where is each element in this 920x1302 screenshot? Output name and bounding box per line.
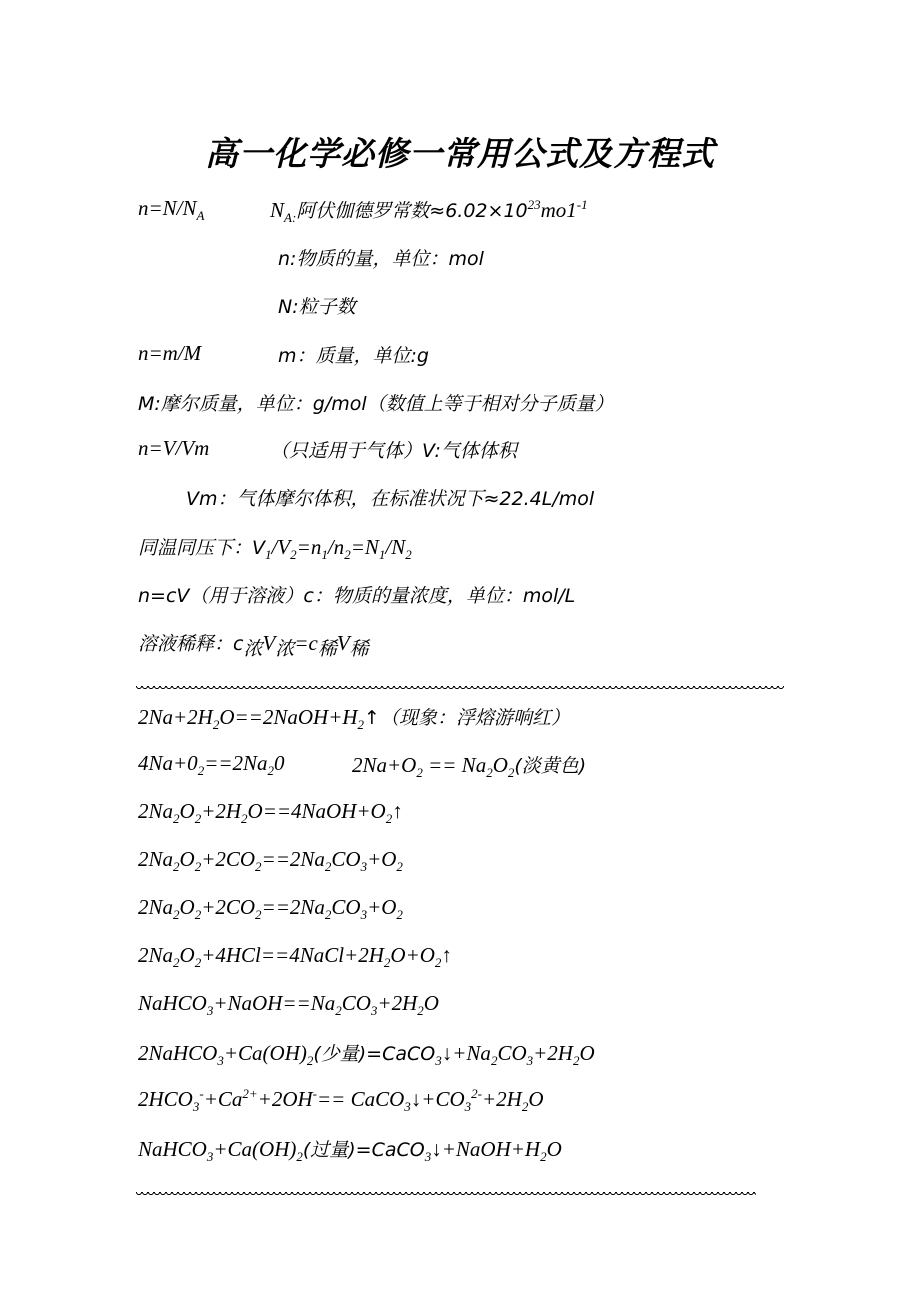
molar-volume-definition: Vm：气体摩尔体积，在标准状况下≈22.4L/mol (186, 488, 595, 510)
formula-n-V: n=V/Vm (138, 436, 210, 460)
dilution-formula: 溶液稀释：$c_浓V_浓=c_稀V_稀$ (138, 631, 369, 661)
equation-na2o2-co2-repeat: $2Na_2O_2+2CO_2==2Na_2CO_3+O_2$ (138, 895, 403, 923)
equation-nahco3-naoh: $NaHCO_3+NaOH==Na_2CO_3+2H_2O$ (138, 991, 439, 1019)
amount-definition: n:物质的量，单位：mol (278, 248, 484, 270)
equation-na2o2-hcl: $2Na_2O_2+4HCl==4NaCl+2H_2O+O_2↑$ (138, 943, 452, 971)
concentration-formula: n=cV（用于溶液）c：物质的量浓度，单位：mol/L (138, 585, 576, 607)
mass-definition: m：质量，单位:g (278, 345, 429, 367)
formula-n-m: n=m/M (138, 341, 202, 365)
equation-nahco3-caoh2-excess: $NaHCO_3+Ca(OH)_2$(过量)$=CaCO_3↓+NaOH+H_2O$ (138, 1137, 562, 1165)
equation-na-oxygen-normal: $4Na+0_2==2Na_20$ (138, 751, 285, 779)
equation-nahco3-caoh2-limited: $2NaHCO_3+Ca(OH)_2$(少量)$=CaCO_3↓+Na_2CO_3+2H_2O$ (138, 1041, 595, 1069)
avogadro-definition: $N_{A:}$阿伏伽德罗常数$\approx 6.02\times 10^{23}mo1^{-1}$ (270, 197, 588, 226)
volume-definition: （只适用于气体）V:气体体积 (270, 440, 517, 462)
equation-na-oxygen-heated: $2Na+O_2 == Na_2O_2$(淡黄色) (352, 753, 587, 781)
particle-number-definition: N:粒子数 (278, 296, 356, 318)
formula-n-N: $n=N/N_A$ (138, 196, 205, 224)
page-title: 高一化学必修一常用公式及方程式 (205, 134, 715, 173)
equation-na2o2-water: $2Na_2O_2+2H_2O==4NaOH+O_2↑$ (138, 799, 403, 827)
wavy-divider (136, 686, 784, 692)
molar-mass-definition: M:摩尔质量，单位：g/mol（数值上等于相对分子质量） (138, 393, 614, 415)
equation-na-water: $2Na+2H_2O==2NaOH+H_2↑$（现象：浮熔游响红） (138, 705, 570, 733)
wavy-divider-bottom (136, 1192, 756, 1198)
equation-ionic-hco3-ca: $2HCO_3^-+Ca^{2+}+2OH^-==$ $CaCO_3↓+CO_3^{2-}+2H_2O$ (138, 1086, 544, 1115)
avogadro-law: 同温同压下：$V_1/V_2=n_1/n_2=N_1/N_2$ (138, 535, 412, 563)
equation-na2o2-co2: $2Na_2O_2+2CO_2==2Na_2CO_3+O_2$ (138, 847, 403, 875)
